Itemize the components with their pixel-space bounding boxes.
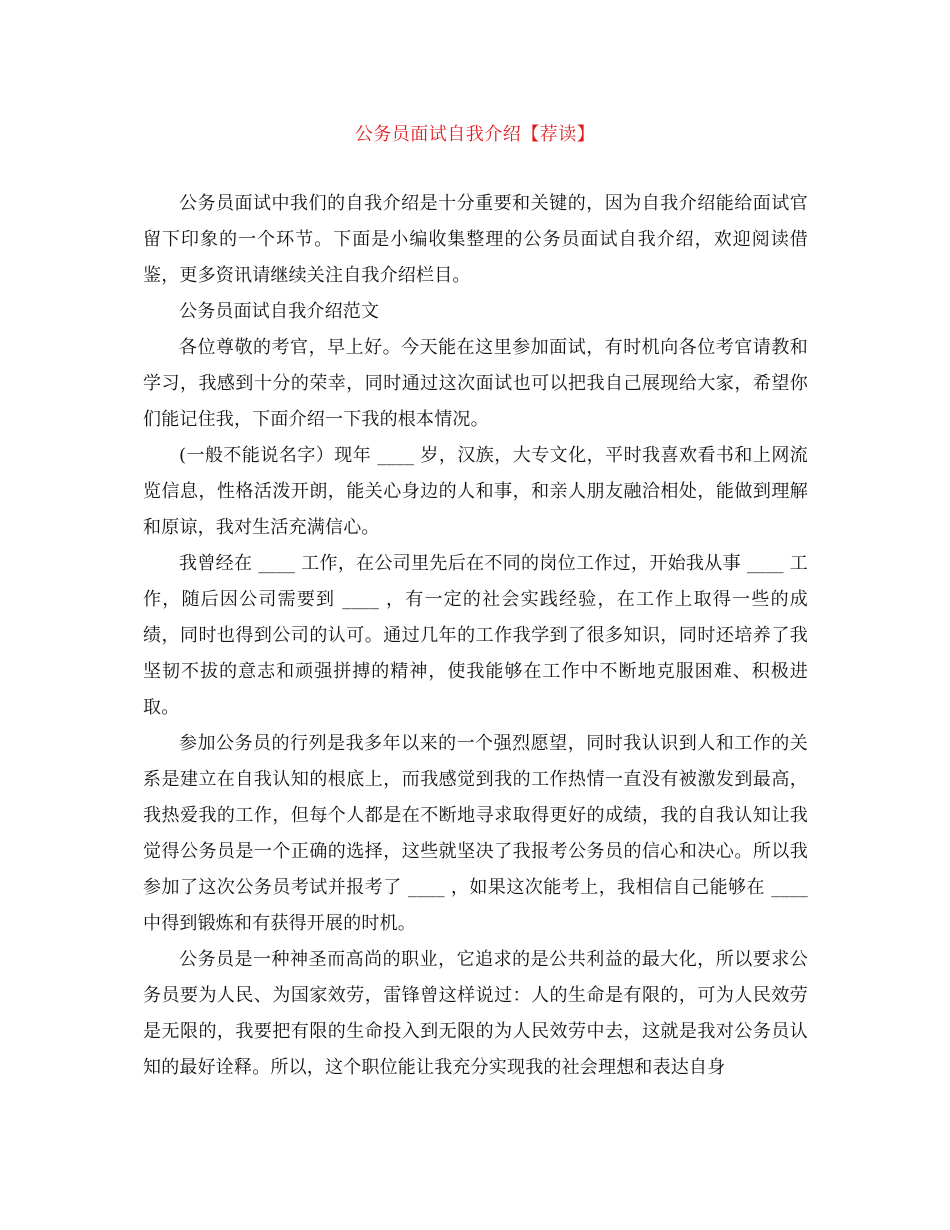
document-title: 公务员面试自我介绍【荐读】 [354,124,596,145]
document-body [143,186,808,1086]
paragraph-motivation: 参加公务员的行列是我多年以来的一个强烈愿望，同时我认识到人和工作的关系是建立在自我认知的根底上，而我感觉到我的工作热情一直没有被激发到最高，我热爱我的工作，但每个人都是在不断地寻求取得更好的成绩，我的自我认知让我觉得公务员是一个正确的选择，这些就坚决了我报考公务员的信心和决心。所以我参加了这次公务员考试并报考了 ____ ，如果这次能考上，我相信自己能够在 ____ 中得到锻炼和有获得开展的时机。 [143,733,808,934]
paragraph-personal-info: (一般不能说名字）现年 ____ 岁，汉族，大专文化，平时我喜欢看书和上网流览信息，性格活泼开朗，能关心身边的人和事，和亲人朋友融洽相处，能做到理解和原谅，我对生活充满信心。 [143,445,808,538]
paragraph-section-heading: 公务员面试自我介绍范文 [179,301,380,322]
paragraph-civil-servant-value: 公务员是一种神圣而高尚的职业，它追求的是公共利益的最大化，所以要求公务员要为人民、为国家效劳，雷锋曾这样说过：人的生命是有限的，可为人民效劳是无限的，我要把有限的生命投入到无限的为人民效劳中去，这就是我对公务员认知的最好诠释。所以，这个职位能让我充分实现我的社会理想和表达自身 [143,949,808,1078]
paragraph-intro: 公务员面试中我们的自我介绍是十分重要和关键的，因为自我介绍能给面试官留下印象的一个环节。下面是小编收集整理的公务员面试自我介绍，欢迎阅读借鉴，更多资讯请继续关注自我介绍栏目。 [143,193,808,286]
paragraph-greeting: 各位尊敬的考官，早上好。今天能在这里参加面试，有时机向各位考官请教和学习，我感到十分的荣幸，同时通过这次面试也可以把我自己展现给大家，希望你们能记住我，下面介绍一下我的根本情况。 [143,337,808,430]
paragraph-work-experience: 我曾经在 ____ 工作，在公司里先后在不同的岗位工作过，开始我从事 ____ 工作，随后因公司需要到 ____ ，有一定的社会实践经验，在工作上取得一些的成绩，同时也得到公司的认可。通过几年的工作我学到了很多知识，同时还培养了我坚韧不拔的意志和顽强拼搏的精神，使我能够在工作中不断地克服困难、积极进取。 [143,553,808,718]
